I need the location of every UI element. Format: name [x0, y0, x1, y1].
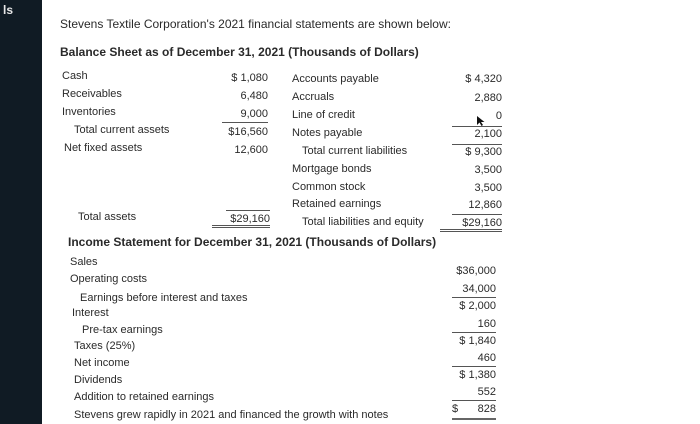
- income-value-pretax: $ 1,840: [459, 335, 496, 347]
- income-statement-title: Income Statement for December 31, 2021 (Thousands of Dollars): [68, 235, 437, 249]
- total-liabilities-value: $29,160: [440, 217, 502, 232]
- divider: [452, 418, 496, 420]
- income-label-dividends: Dividends: [74, 374, 123, 386]
- income-label-taxes: Taxes (25%): [74, 340, 136, 352]
- asset-label-net-fixed: Net fixed assets: [64, 142, 143, 154]
- divider: [452, 144, 502, 145]
- asset-label-receivables: Receivables: [62, 88, 122, 100]
- income-label-ebit: Earnings before interest and taxes: [80, 292, 248, 304]
- liab-value-accounts-payable: $ 4,320: [465, 73, 502, 85]
- income-value-dividends: 552: [477, 386, 496, 398]
- sidebar: [0, 0, 42, 424]
- income-value-taxes: 460: [477, 352, 496, 364]
- income-value-interest: 160: [477, 318, 496, 330]
- liab-label-accruals: Accruals: [292, 91, 335, 103]
- liab-label-notes-payable: Notes payable: [292, 127, 363, 139]
- liab-label-retained-earnings: Retained earnings: [292, 198, 382, 210]
- income-label-sales: Sales: [70, 256, 98, 268]
- income-label-pretax: Pre-tax earnings: [82, 324, 163, 336]
- asset-label-cash: Cash: [62, 70, 88, 82]
- divider: [452, 332, 496, 333]
- liab-value-accruals: 2,880: [474, 92, 502, 104]
- income-value-ebit: $ 2,000: [459, 300, 496, 312]
- footer-text: Stevens grew rapidly in 2021 and financed the growth with notes: [74, 409, 389, 421]
- liab-label-mortgage-bonds: Mortgage bonds: [292, 163, 372, 175]
- asset-value-inventories: 9,000: [240, 108, 268, 120]
- income-value-sales: $36,000: [456, 265, 496, 277]
- asset-value-cash: $ 1,080: [231, 72, 268, 84]
- asset-value-total-current: $16,560: [228, 126, 268, 138]
- income-value-operating-costs: 34,000: [462, 283, 496, 295]
- divider: [452, 126, 502, 127]
- sidebar-label: ls: [3, 3, 14, 17]
- liab-label-common-stock: Common stock: [292, 181, 366, 193]
- total-liabilities-label: Total liabilities and equity: [302, 216, 424, 228]
- divider: [452, 366, 496, 367]
- liab-value-mortgage-bonds: 3,500: [474, 164, 502, 176]
- divider: [452, 400, 496, 401]
- income-label-operating-costs: Operating costs: [70, 273, 148, 285]
- income-label-addition-retained: Addition to retained earnings: [74, 391, 215, 403]
- asset-label-inventories: Inventories: [62, 106, 116, 118]
- intro-text: Stevens Textile Corporation's 2021 financial statements are shown below:: [60, 17, 451, 31]
- income-value-addition-retained: 828: [477, 403, 496, 415]
- asset-value-net-fixed: 12,600: [234, 144, 268, 156]
- liab-label-line-of-credit: Line of credit: [292, 109, 355, 121]
- income-label-net-income: Net income: [74, 357, 130, 369]
- total-assets-label: Total assets: [78, 211, 137, 223]
- liab-label-total-current: Total current liabilities: [302, 145, 408, 157]
- liab-value-notes-payable: 2,100: [474, 128, 502, 140]
- liab-label-accounts-payable: Accounts payable: [292, 73, 379, 85]
- liab-value-common-stock: 3,500: [474, 182, 502, 194]
- divider: [452, 214, 502, 215]
- total-assets-value: $29,160: [212, 213, 270, 228]
- liab-value-line-of-credit: 0: [495, 110, 502, 122]
- asset-value-receivables: 6,480: [240, 90, 268, 102]
- asset-label-total-current: Total current assets: [74, 124, 170, 136]
- divider: [452, 297, 496, 298]
- income-label-interest: Interest: [72, 307, 109, 319]
- divider: [226, 210, 270, 211]
- liab-value-total-current: $ 9,300: [465, 146, 502, 158]
- balance-sheet-title: Balance Sheet as of December 31, 2021 (Thousands of Dollars): [60, 45, 419, 59]
- income-dollar-sign: $: [452, 403, 459, 415]
- income-value-net-income: $ 1,380: [459, 369, 496, 381]
- liab-value-retained-earnings: 12,860: [468, 199, 502, 211]
- divider: [222, 122, 268, 123]
